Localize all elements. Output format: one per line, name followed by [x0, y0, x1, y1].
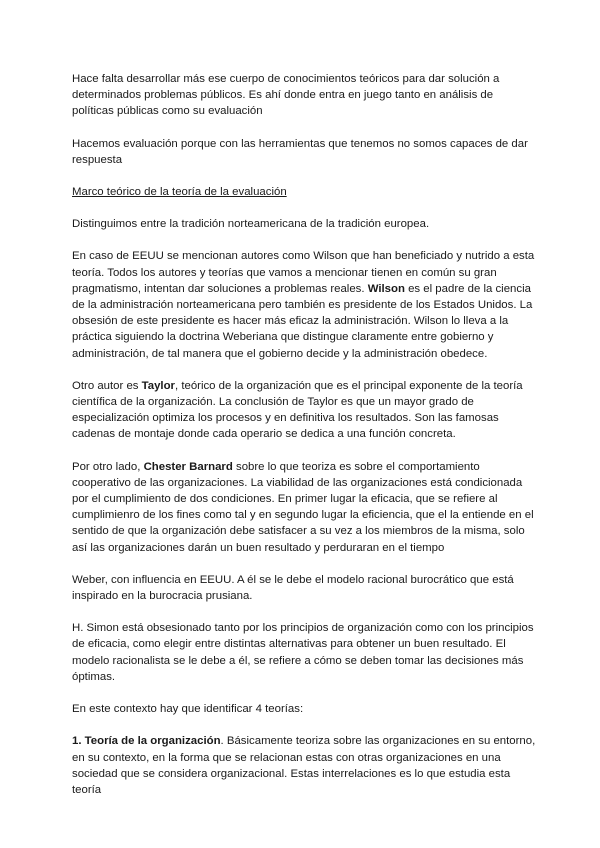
- wilson-text-c: es el padre de la ciencia de la administración norteamericana pero también es presidente de los Estados Unidos. La obsesión de este presidente es hacer más eficaz la administración. Wilson lo lleva a la práctica siguiendo la doctrina Weberiana que distingue claramente entre gobierno y administración, de tal manera que el gobierno decide y la administración obedece.: [72, 282, 533, 360]
- paragraph-traditions: Distinguimos entre la tradición norteamericana de la tradición europea.: [72, 218, 430, 231]
- barnard-bold: Chester Barnard: [143, 460, 233, 473]
- taylor-text-a: Otro autor es: [72, 379, 142, 392]
- taylor-text-c: , teórico de la organización que es el principal exponente de la teoría científica de la organización. La conclusión de Taylor es que un mayor grado de especialización optimiza los procesos y en definitiva los resultados. Son las famosas cadenas de montaje donde cada operario se dedica a una función concreta.: [72, 379, 523, 441]
- barnard-text-a: Por otro lado,: [72, 460, 144, 473]
- paragraph-barnard: [72, 459, 538, 556]
- paragraph-intro: Hace falta desarrollar más ese cuerpo de conocimientos teóricos para dar solución a determinados problemas públicos. Es ahí donde entra en juego tanto en análisis de políticas públicas como su evaluación: [72, 73, 500, 118]
- barnard-text-c: sobre lo que teoriza es sobre el comportamiento cooperativo de las organizaciones. La viabilidad de las organizaciones está condicionada por el cumplimiento de dos condiciones. En primer lugar la eficacia, que se refiere al cumplimienro de los fines como tal y en segundo lugar la eficiencia, que el la entiende en el sentido de que la organización debe satisfacer a su vez a los miembros de la misma, solo así las organizaciones darán un buen resultado y perduraran en el tiempo: [72, 460, 534, 554]
- paragraph-simon: H. Simon está obsesionado tanto por los principios de organización como con los principios de eficacia, como elegir entre distintas alternativas para obtener un buen resultado. El modelo racionalista se le debe a él, se refiere a cómo se deben tomar las decisiones más óptimas.: [72, 622, 534, 683]
- organization-theory-text: . Básicamente teoriza sobre las organizaciones en su entorno, en su contexto, en la forma que se relacionan estas con otras organizaciones en una sociedad que se considera organizacional. Estas interrelaciones es lo que estudia esta teoría: [72, 735, 536, 796]
- paragraph-taylor: [72, 378, 538, 443]
- wilson-text-a: En caso de EEUU se mencionan autores como Wilson que han beneficiado y nutrido a esta teoría. Todos los autores y teorías que vamos a mencionar tienen en común su gran pragmatismo, intentan dar soluciones a problemas reales.: [72, 250, 535, 295]
- section-heading: Marco teórico de la teoría de la evaluación: [72, 186, 287, 199]
- paragraph-wilson: [72, 248, 538, 361]
- taylor-bold: Taylor: [141, 379, 175, 392]
- paragraph-weber: Weber, con influencia en EEUU. A él se le debe el modelo racional burocrático que está inspirado en la burocracia prusiana.: [72, 573, 514, 603]
- paragraph-evaluation-reason: Hacemos evaluación porque con las herramientas que tenemos no somos capaces de dar respuesta: [72, 137, 528, 166]
- wilson-bold: Wilson: [367, 282, 405, 295]
- paragraph-four-theories: En este contexto hay que identificar 4 teorías:: [72, 703, 304, 716]
- organization-theory-bold: 1. Teoría de la organización: [72, 735, 221, 748]
- paragraph-organization-theory: [72, 733, 538, 798]
